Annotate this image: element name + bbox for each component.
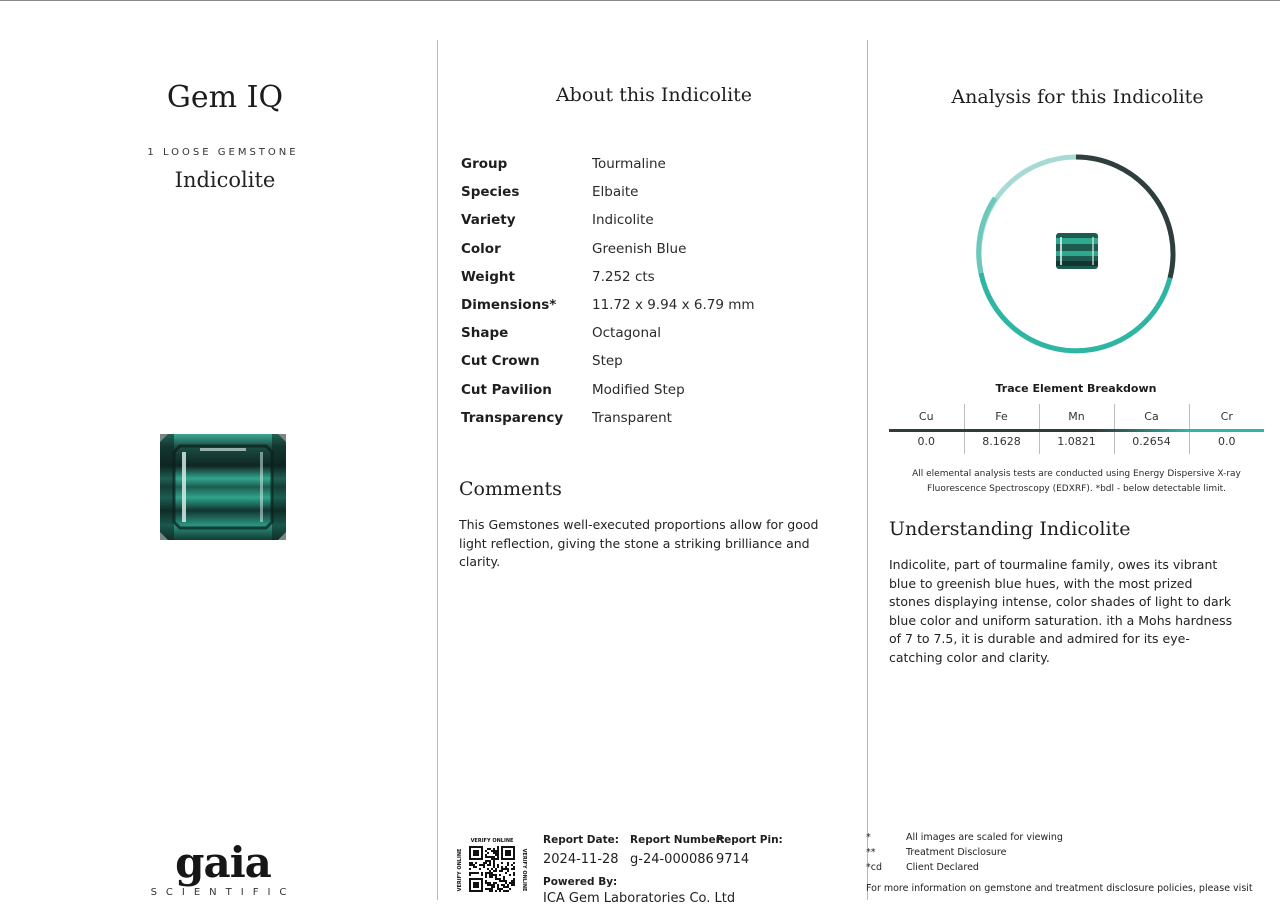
report-date: 2024-11-28 <box>543 852 619 867</box>
gaia-logo-subtitle: SCIENTIFIC <box>150 887 296 898</box>
property-value: Octagonal <box>592 325 662 342</box>
property-row-shape <box>461 319 755 347</box>
property-label: Color <box>461 240 501 257</box>
property-row-group <box>461 150 755 178</box>
property-row-weight <box>461 263 755 291</box>
property-value: 7.252 cts <box>592 268 655 285</box>
footnote-mark: * <box>866 832 871 843</box>
report-date-block <box>543 834 619 867</box>
element-mn: Mn <box>1039 404 1114 429</box>
comments-title: Comments <box>459 478 562 500</box>
footnote-mark: ** <box>866 847 876 858</box>
top-border <box>0 0 1280 1</box>
report-pin: 9714 <box>716 852 750 867</box>
property-row-species <box>461 178 755 206</box>
gaia-logo: gaia <box>175 838 271 887</box>
verify-qr-code[interactable] <box>457 836 527 898</box>
value-fe: 8.1628 <box>964 429 1039 454</box>
analysis-title: Analysis for this Indicolite <box>951 86 1204 108</box>
property-row-transparency <box>461 404 755 432</box>
element-fe: Fe <box>964 404 1039 429</box>
powered-by-block <box>543 876 735 906</box>
color-analysis-ring <box>970 148 1182 360</box>
report-number-block <box>630 834 725 867</box>
property-label: Group <box>461 156 508 173</box>
brand-title: Gem IQ <box>166 80 284 115</box>
stone-name: Indicolite <box>174 168 276 192</box>
property-row-cut-crown <box>461 347 755 375</box>
property-row-dimensions <box>461 291 755 319</box>
property-value: Step <box>592 353 623 370</box>
divider-right <box>867 40 868 900</box>
footer-more-info: For more information on gemstone and treatment disclosure policies, please visit <box>866 883 1253 894</box>
property-value: Transparent <box>592 409 672 426</box>
report-pin-block <box>716 834 783 867</box>
gemstone-count: 1 LOOSE GEMSTONE <box>147 147 299 158</box>
element-ca: Ca <box>1114 404 1189 429</box>
trace-value-row <box>889 429 1264 454</box>
property-label: Dimensions* <box>461 297 557 314</box>
gemstone-image <box>160 434 286 540</box>
footnote-mark: *cd <box>866 862 883 873</box>
footnote-row <box>866 860 1063 875</box>
property-row-variety <box>461 206 755 234</box>
property-value: Indicolite <box>592 212 654 229</box>
gemstone-thumbnail <box>1056 233 1098 269</box>
verify-label-top: VERIFY ONLINE <box>470 838 514 844</box>
verify-label-left: VERIFY ONLINE <box>457 848 463 892</box>
value-cr: 0.0 <box>1189 429 1264 454</box>
property-value: 11.72 x 9.94 x 6.79 mm <box>592 297 755 314</box>
properties-list <box>461 150 755 432</box>
property-row-cut-pavilion <box>461 376 755 404</box>
element-cu: Cu <box>918 410 934 423</box>
property-label: Variety <box>461 212 516 229</box>
property-label: Species <box>461 184 520 201</box>
property-value: Greenish Blue <box>592 240 687 257</box>
trace-title: Trace Element Breakdown <box>995 382 1157 395</box>
property-label: Shape <box>461 325 509 342</box>
property-label: Weight <box>461 268 515 285</box>
verify-label-right: VERIFY ONLINE <box>521 848 527 892</box>
property-row-color <box>461 235 755 263</box>
property-value: Modified Step <box>592 381 685 398</box>
footnote-row <box>866 845 1063 860</box>
about-title: About this Indicolite <box>555 84 753 106</box>
element-cr: Cr <box>1189 404 1264 429</box>
property-value: Tourmaline <box>592 156 666 173</box>
report-pin-label: Report Pin: <box>716 834 783 846</box>
understanding-text: Indicolite, part of tourmaline family, owes its vibrant blue to greenish blue hues, with the most prized stones displaying intense, color shades of light to dark blue color and uniform saturation. ith a Mohs hardness of 7 to 7.5, it is durable and admired for its eye-catching color and clarity. <box>889 557 1233 665</box>
footnote-row <box>866 830 1063 845</box>
powered-by-label: Powered By: <box>543 876 618 888</box>
trace-table-rule <box>889 429 1264 432</box>
powered-by: ICA Gem Laboratories Co. Ltd <box>543 891 736 906</box>
footnote-text: Treatment Disclosure <box>906 847 1007 858</box>
value-cu: 0.0 <box>917 435 935 448</box>
comments-text: This Gemstones well-executed proportions allow for good light reflection, giving the stone a striking brilliance and clarity. <box>459 517 819 569</box>
property-value: Elbaite <box>592 184 639 201</box>
report-number: g-24-000086 <box>630 852 714 867</box>
property-label: Transparency <box>461 409 564 426</box>
understanding-title: Understanding Indicolite <box>889 518 1131 540</box>
report-date-label: Report Date: <box>543 834 619 846</box>
property-label: Cut Pavilion <box>461 381 552 398</box>
trace-note: All elemental analysis tests are conducted using Energy Dispersive X-ray Fluorescence Spectroscopy (EDXRF). *bdl - below detectable limit. <box>912 469 1241 494</box>
footnote-text: All images are scaled for viewing <box>906 832 1063 843</box>
property-label: Cut Crown <box>461 353 540 370</box>
report-number-label: Report Number: <box>630 834 726 846</box>
value-ca: 0.2654 <box>1114 429 1189 454</box>
value-mn: 1.0821 <box>1039 429 1114 454</box>
footnote-text: Client Declared <box>906 862 979 873</box>
trace-header-row <box>889 404 1264 429</box>
footnotes <box>866 830 1063 875</box>
